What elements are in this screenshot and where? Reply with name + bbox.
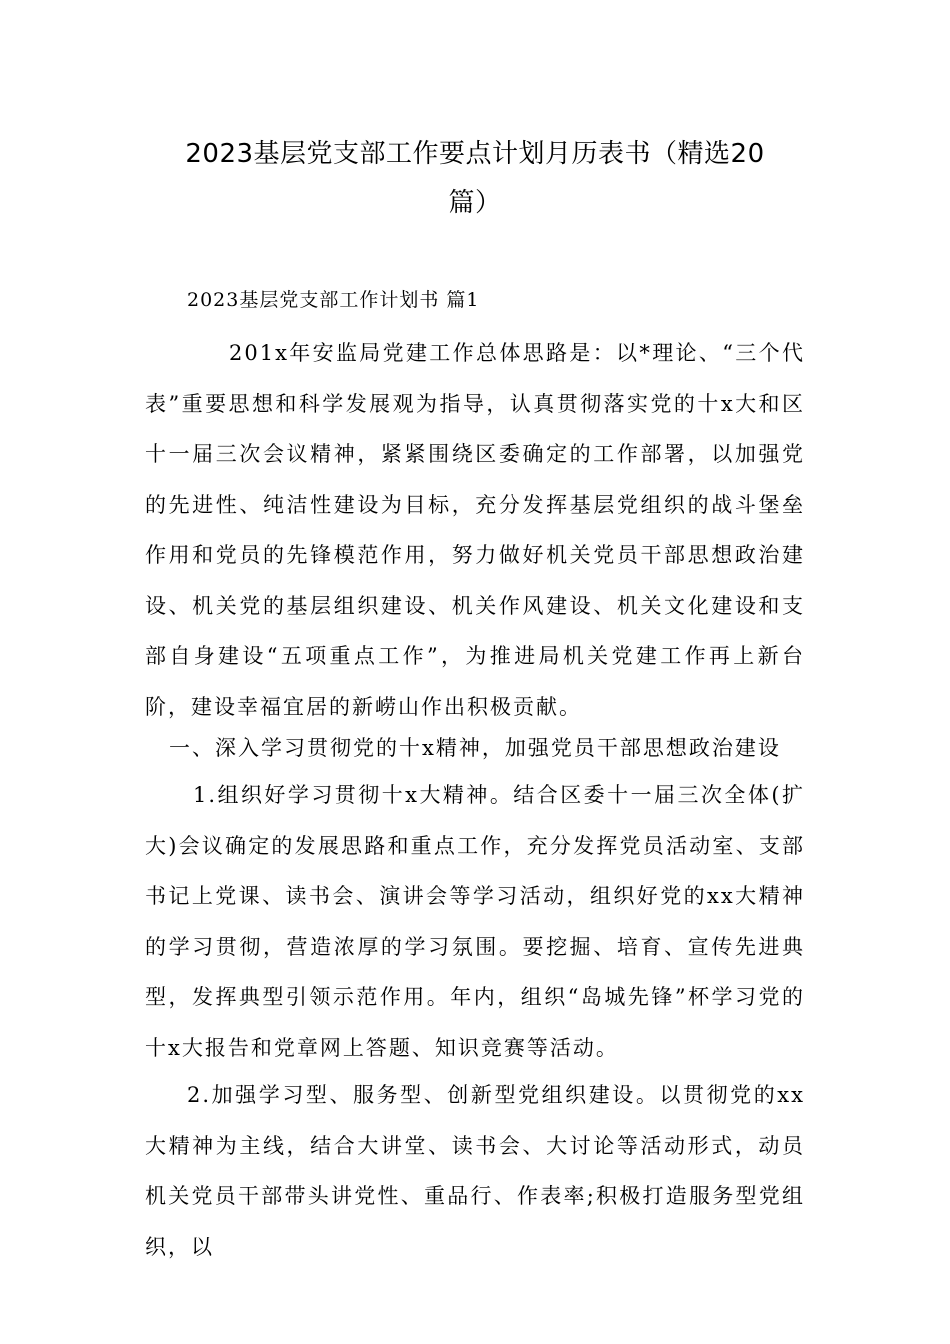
paragraph-heading-one: 一、深入学习贯彻党的十x精神，加强党员干部思想政治建设 (169, 736, 781, 760)
document-title-line-1: 2023基层党支部工作要点计划月历表书（精选20 (185, 139, 765, 169)
document-title-line-2: 篇） (448, 188, 502, 218)
paragraph-item-1: 1.组织好学习贯彻十x大精神。结合区委十一届三次全体(扩大)会议确定的发展思路和重点工作，充分发挥党员活动室、支部书记上党课、读书会、演讲会等学习活动，组织好党的xx大精神的学习贯彻，营造浓厚的学习氛围。要挖掘、培育、宣传先进典型，发挥典型引领示范作用。年内，组织“岛城先锋”杯学习党的十x大报告和党章网上答题、知识竞赛等活动。 (145, 783, 805, 1060)
paragraph-overview: 201x年安监局党建工作总体思路是：以*理论、“三个代表”重要思想和科学发展观为指导，认真贯彻落实党的十x大和区十一届三次会议精神，紧紧围绕区委确定的工作部署，以加强党的先进性、纯洁性建设为目标，充分发挥基层党组织的战斗堡垒作用和党员的先锋模范作用，努力做好机关党员干部思想政治建设、机关党的基层组织建设、机关作风建设、机关文化建设和支部自身建设“五项重点工作”，为推进局机关党建工作再上新台阶，建设幸福宜居的新崂山作出积极贡献。 (145, 341, 805, 719)
section-heading: 2023基层党支部工作计划书 篇1 (187, 289, 480, 311)
paragraph-item-2: 2.加强学习型、服务型、创新型党组织建设。以贯彻党的xx大精神为主线，结合大讲堂、读书会、大讨论等活动形式，动员机关党员干部带头讲党性、重品行、作表率;积极打造服务型党组织，以 (145, 1083, 805, 1259)
